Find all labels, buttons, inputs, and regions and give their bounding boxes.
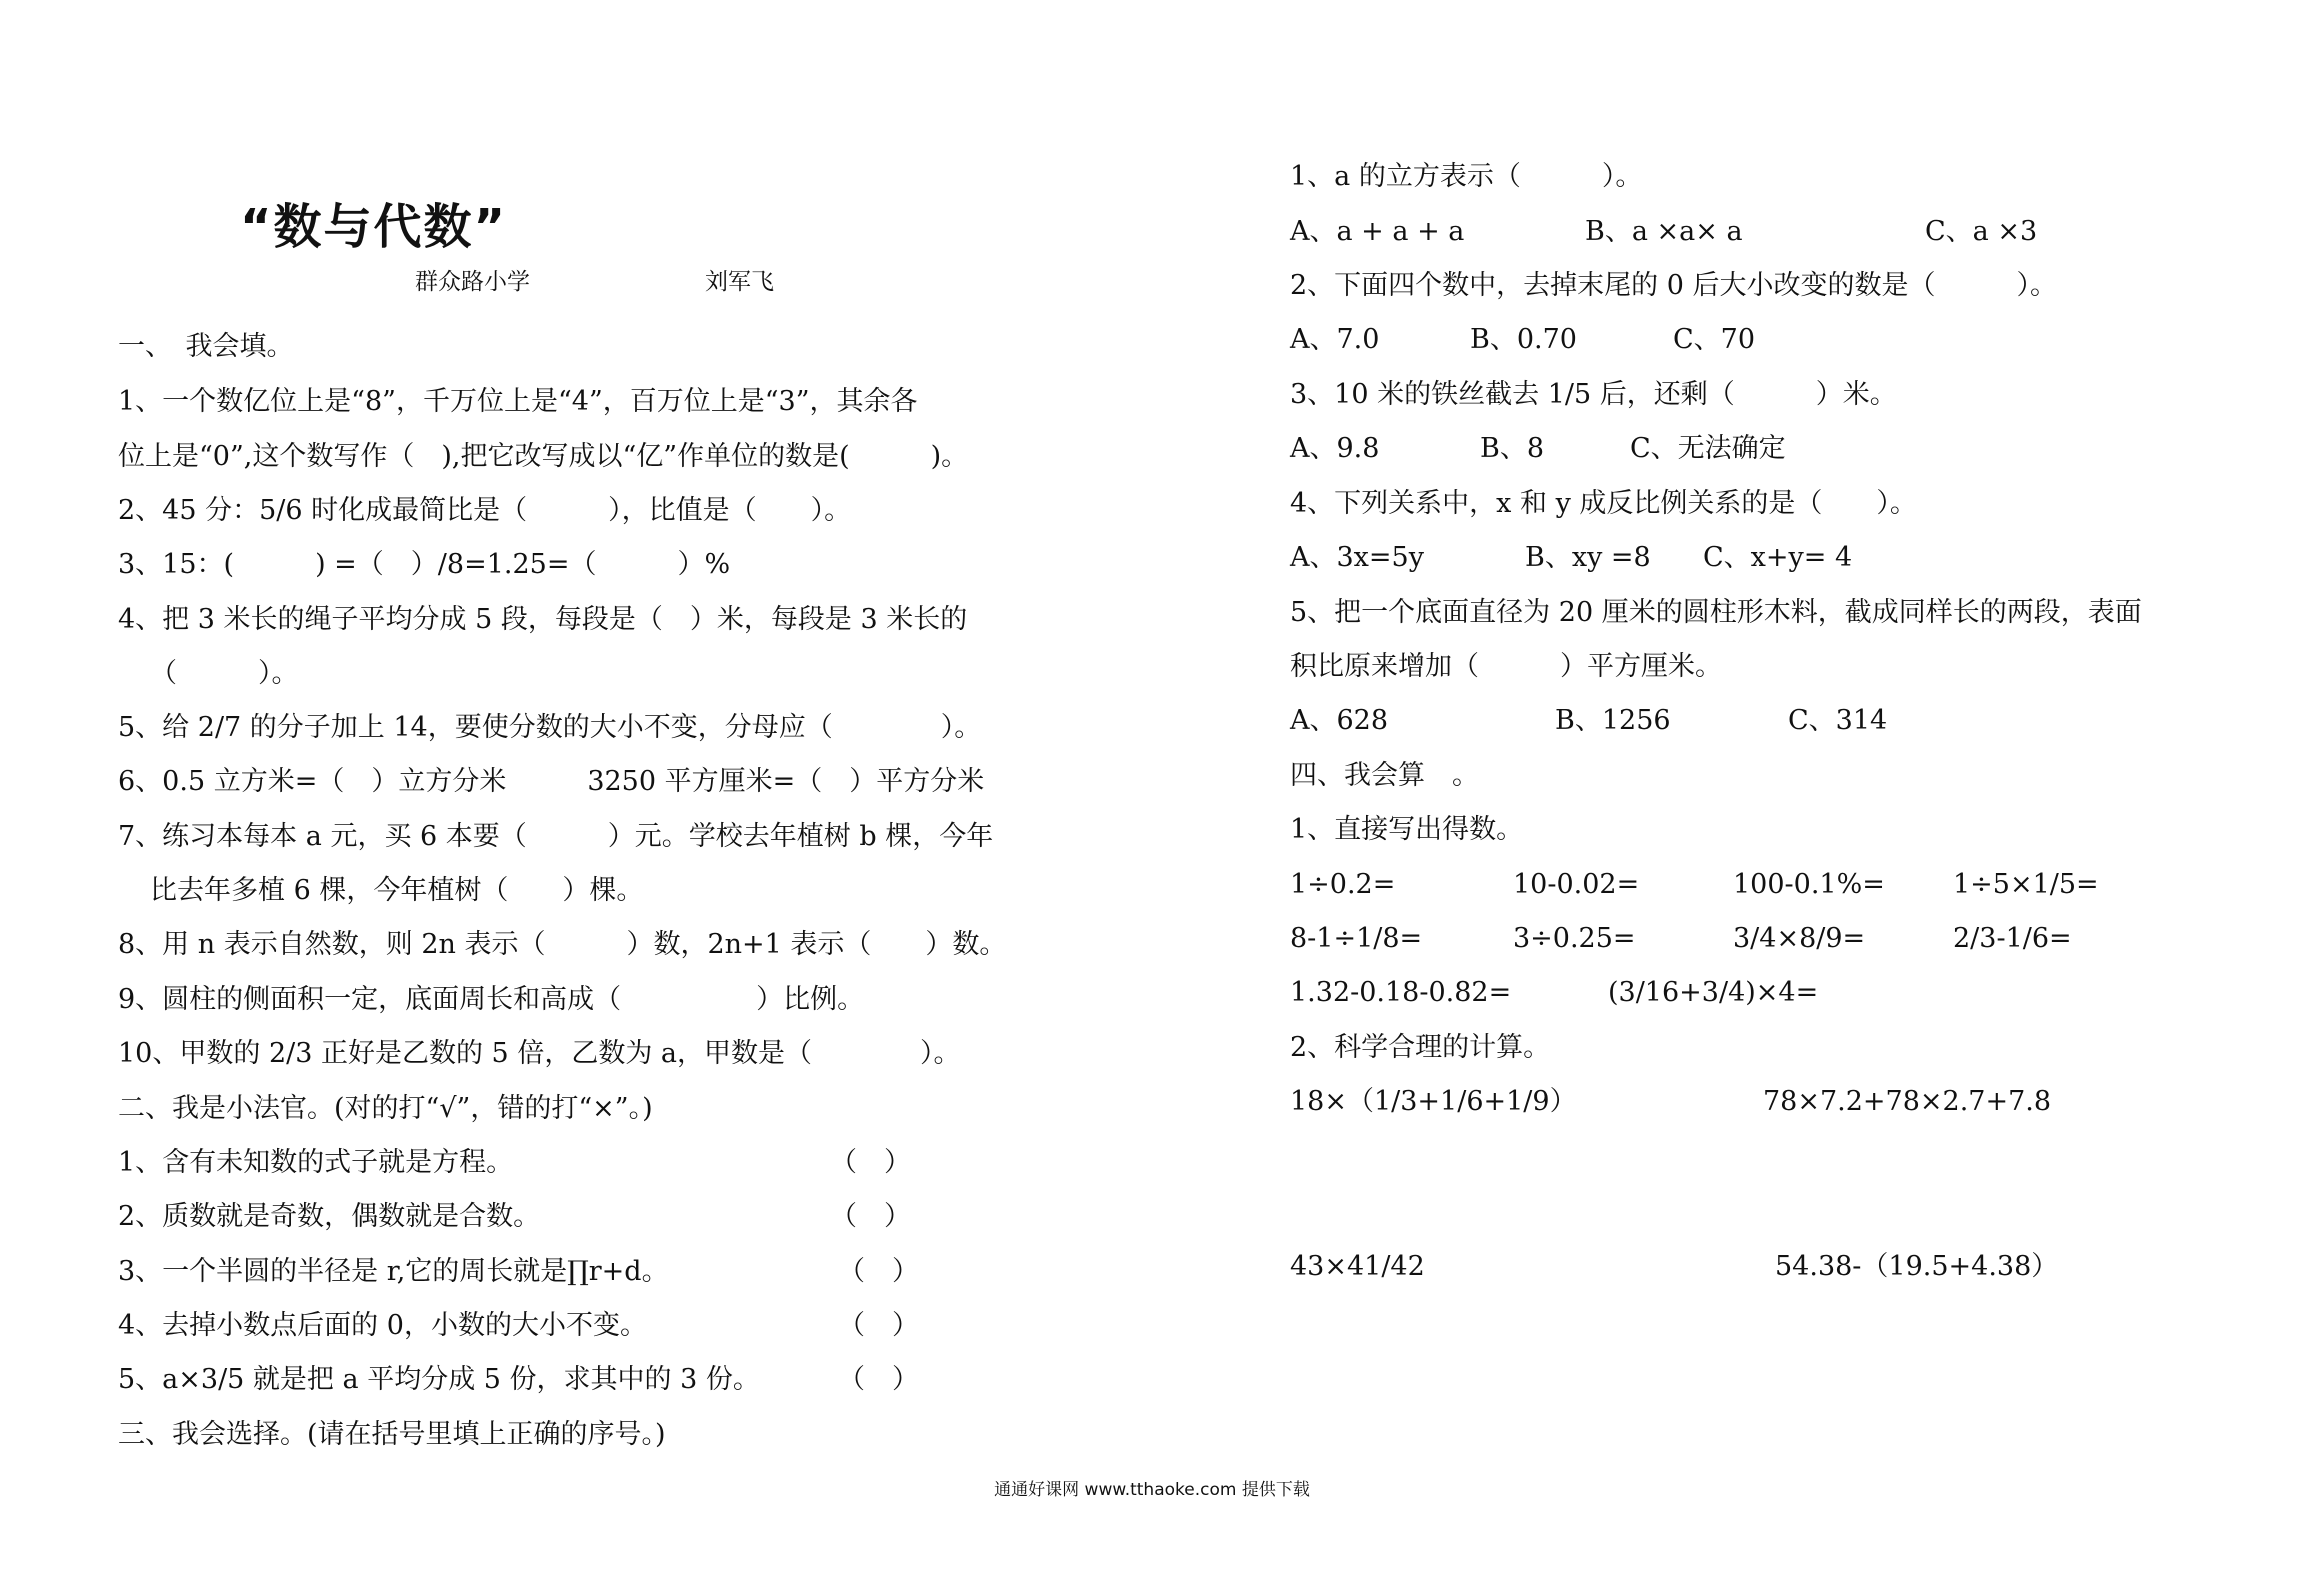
fill-question-8: 8、用 n 表示自然数，则 2n 表示（ ）数，2n+1 表示（ ）数。 bbox=[118, 929, 1007, 960]
choice-3-option-c: C、无法确定 bbox=[1630, 433, 1786, 464]
calc-expression: 43×41/42 bbox=[1290, 1251, 1425, 1282]
judge-answer-paren: （ ） bbox=[830, 1147, 911, 1178]
calc-expression: 54.38-（19.5+4.38） bbox=[1775, 1251, 2059, 1282]
calc-item: 1÷0.2= bbox=[1290, 869, 1396, 900]
choice-question-4: 4、下列关系中，x 和 y 成反比例关系的是（ ）。 bbox=[1290, 488, 1917, 519]
choice-4-option-a: A、3x=5y bbox=[1290, 542, 1424, 573]
choice-5-option-c: C、314 bbox=[1788, 705, 1888, 736]
choice-question-5-cont: 积比原来增加（ ）平方厘米。 bbox=[1290, 651, 1722, 682]
calc-item: (3/16+3/4)×4= bbox=[1608, 977, 1819, 1008]
author-name: 刘军飞 bbox=[705, 269, 774, 295]
judge-answer-paren: （ ） bbox=[838, 1310, 919, 1341]
calc-item: 100-0.1%= bbox=[1733, 869, 1885, 900]
calc-item: 3÷0.25= bbox=[1513, 923, 1636, 954]
section-3-heading: 三、我会选择。(请在括号里填上正确的序号。) bbox=[118, 1419, 666, 1450]
fill-question-1-cont: 位上是“0”,这个数写作（ ),把它改写成以“亿”作单位的数是( )。 bbox=[118, 441, 969, 472]
choice-3-option-a: A、9.8 bbox=[1290, 433, 1380, 464]
fill-question-5: 5、给 2/7 的分子加上 14，要使分数的大小不变，分母应（ ）。 bbox=[118, 712, 982, 743]
calc-item: 3/4×8/9= bbox=[1733, 923, 1866, 954]
fill-question-7-cont: 比去年多植 6 棵，今年植树（ ）棵。 bbox=[150, 875, 644, 906]
choice-4-option-b: B、xy =8 bbox=[1525, 542, 1651, 573]
calc-expression: 78×7.2+78×2.7+7.8 bbox=[1763, 1086, 2052, 1117]
choice-question-5: 5、把一个底面直径为 20 厘米的圆柱形木料，截成同样长的两段，表面 bbox=[1290, 597, 2142, 628]
judge-answer-paren: （ ） bbox=[838, 1364, 919, 1395]
calc-item: 8-1÷1/8= bbox=[1290, 923, 1423, 954]
fill-question-2: 2、45 分：5/6 时化成最简比是（ ），比值是（ ）。 bbox=[118, 495, 852, 526]
fill-question-3: 3、15：( ) =（ ）/8=1.25=（ ）% bbox=[118, 549, 731, 580]
choice-question-1: 1、a 的立方表示（ ）。 bbox=[1290, 161, 1643, 192]
calc-item: 1.32-0.18-0.82= bbox=[1290, 977, 1512, 1008]
author-school: 群众路小学 bbox=[415, 269, 530, 295]
choice-2-option-c: C、70 bbox=[1673, 324, 1756, 355]
choice-1-option-b: B、a ×a× a bbox=[1585, 216, 1743, 247]
judge-answer-paren: （ ） bbox=[838, 1256, 919, 1287]
choice-1-option-a: A、a + a + a bbox=[1290, 216, 1465, 247]
judge-answer-paren: （ ） bbox=[830, 1201, 911, 1232]
choice-question-2: 2、下面四个数中，去掉末尾的 0 后大小改变的数是（ ）。 bbox=[1290, 270, 2058, 301]
choice-4-option-c: C、x+y= 4 bbox=[1703, 542, 1853, 573]
section-4-heading: 四、我会算 。 bbox=[1290, 760, 1479, 791]
judge-question-5: 5、a×3/5 就是把 a 平均分成 5 份，求其中的 3 份。 bbox=[118, 1364, 760, 1395]
choice-question-3: 3、10 米的铁丝截去 1/5 后，还剩（ ）米。 bbox=[1290, 379, 1897, 410]
choice-2-option-b: B、0.70 bbox=[1470, 324, 1577, 355]
choice-5-option-b: B、1256 bbox=[1555, 705, 1671, 736]
judge-question-4: 4、去掉小数点后面的 0，小数的大小不变。 bbox=[118, 1310, 647, 1341]
page-title: “数与代数” bbox=[240, 199, 508, 255]
fill-question-7: 7、练习本每本 a 元，买 6 本要（ ）元。学校去年植树 b 棵，今年 bbox=[118, 821, 994, 852]
fill-question-4-cont: （ ）。 bbox=[150, 658, 299, 689]
calc-subheading-2: 2、科学合理的计算。 bbox=[1290, 1032, 1551, 1063]
section-1-heading: 一、 我会填。 bbox=[118, 331, 294, 362]
judge-question-1: 1、含有未知数的式子就是方程。 bbox=[118, 1147, 514, 1178]
calc-item: 10-0.02= bbox=[1513, 869, 1640, 900]
footer-source: 通通好课网 www.tthaoke.com 提供下载 bbox=[994, 1480, 1310, 1500]
calc-subheading-1: 1、直接写出得数。 bbox=[1290, 814, 1524, 845]
choice-3-option-b: B、8 bbox=[1480, 433, 1545, 464]
fill-question-9: 9、圆柱的侧面积一定，底面周长和高成（ ）比例。 bbox=[118, 984, 865, 1015]
choice-1-option-c: C、a ×3 bbox=[1925, 216, 2038, 247]
section-2-heading: 二、我是小法官。(对的打“√”，错的打“×”。) bbox=[118, 1093, 653, 1124]
fill-question-10: 10、甲数的 2/3 正好是乙数的 5 倍，乙数为 a，甲数是（ ）。 bbox=[118, 1038, 961, 1069]
fill-question-6: 6、0.5 立方米=（ ）立方分米 3250 平方厘米=（ ）平方分米 bbox=[118, 766, 985, 797]
choice-2-option-a: A、7.0 bbox=[1290, 324, 1380, 355]
calc-item: 1÷5×1/5= bbox=[1953, 869, 2099, 900]
calc-expression: 18×（1/3+1/6+1/9） bbox=[1290, 1086, 1577, 1117]
fill-question-4: 4、把 3 米长的绳子平均分成 5 段，每段是（ ）米，每段是 3 米长的 bbox=[118, 604, 968, 635]
judge-question-2: 2、质数就是奇数，偶数就是合数。 bbox=[118, 1201, 541, 1232]
judge-question-3: 3、一个半圆的半径是 r,它的周长就是∏r+d。 bbox=[118, 1256, 669, 1287]
calc-item: 2/3-1/6= bbox=[1953, 923, 2072, 954]
choice-5-option-a: A、628 bbox=[1290, 705, 1389, 736]
fill-question-1: 1、一个数亿位上是“8”，千万位上是“4”，百万位上是“3”，其余各 bbox=[118, 386, 918, 417]
